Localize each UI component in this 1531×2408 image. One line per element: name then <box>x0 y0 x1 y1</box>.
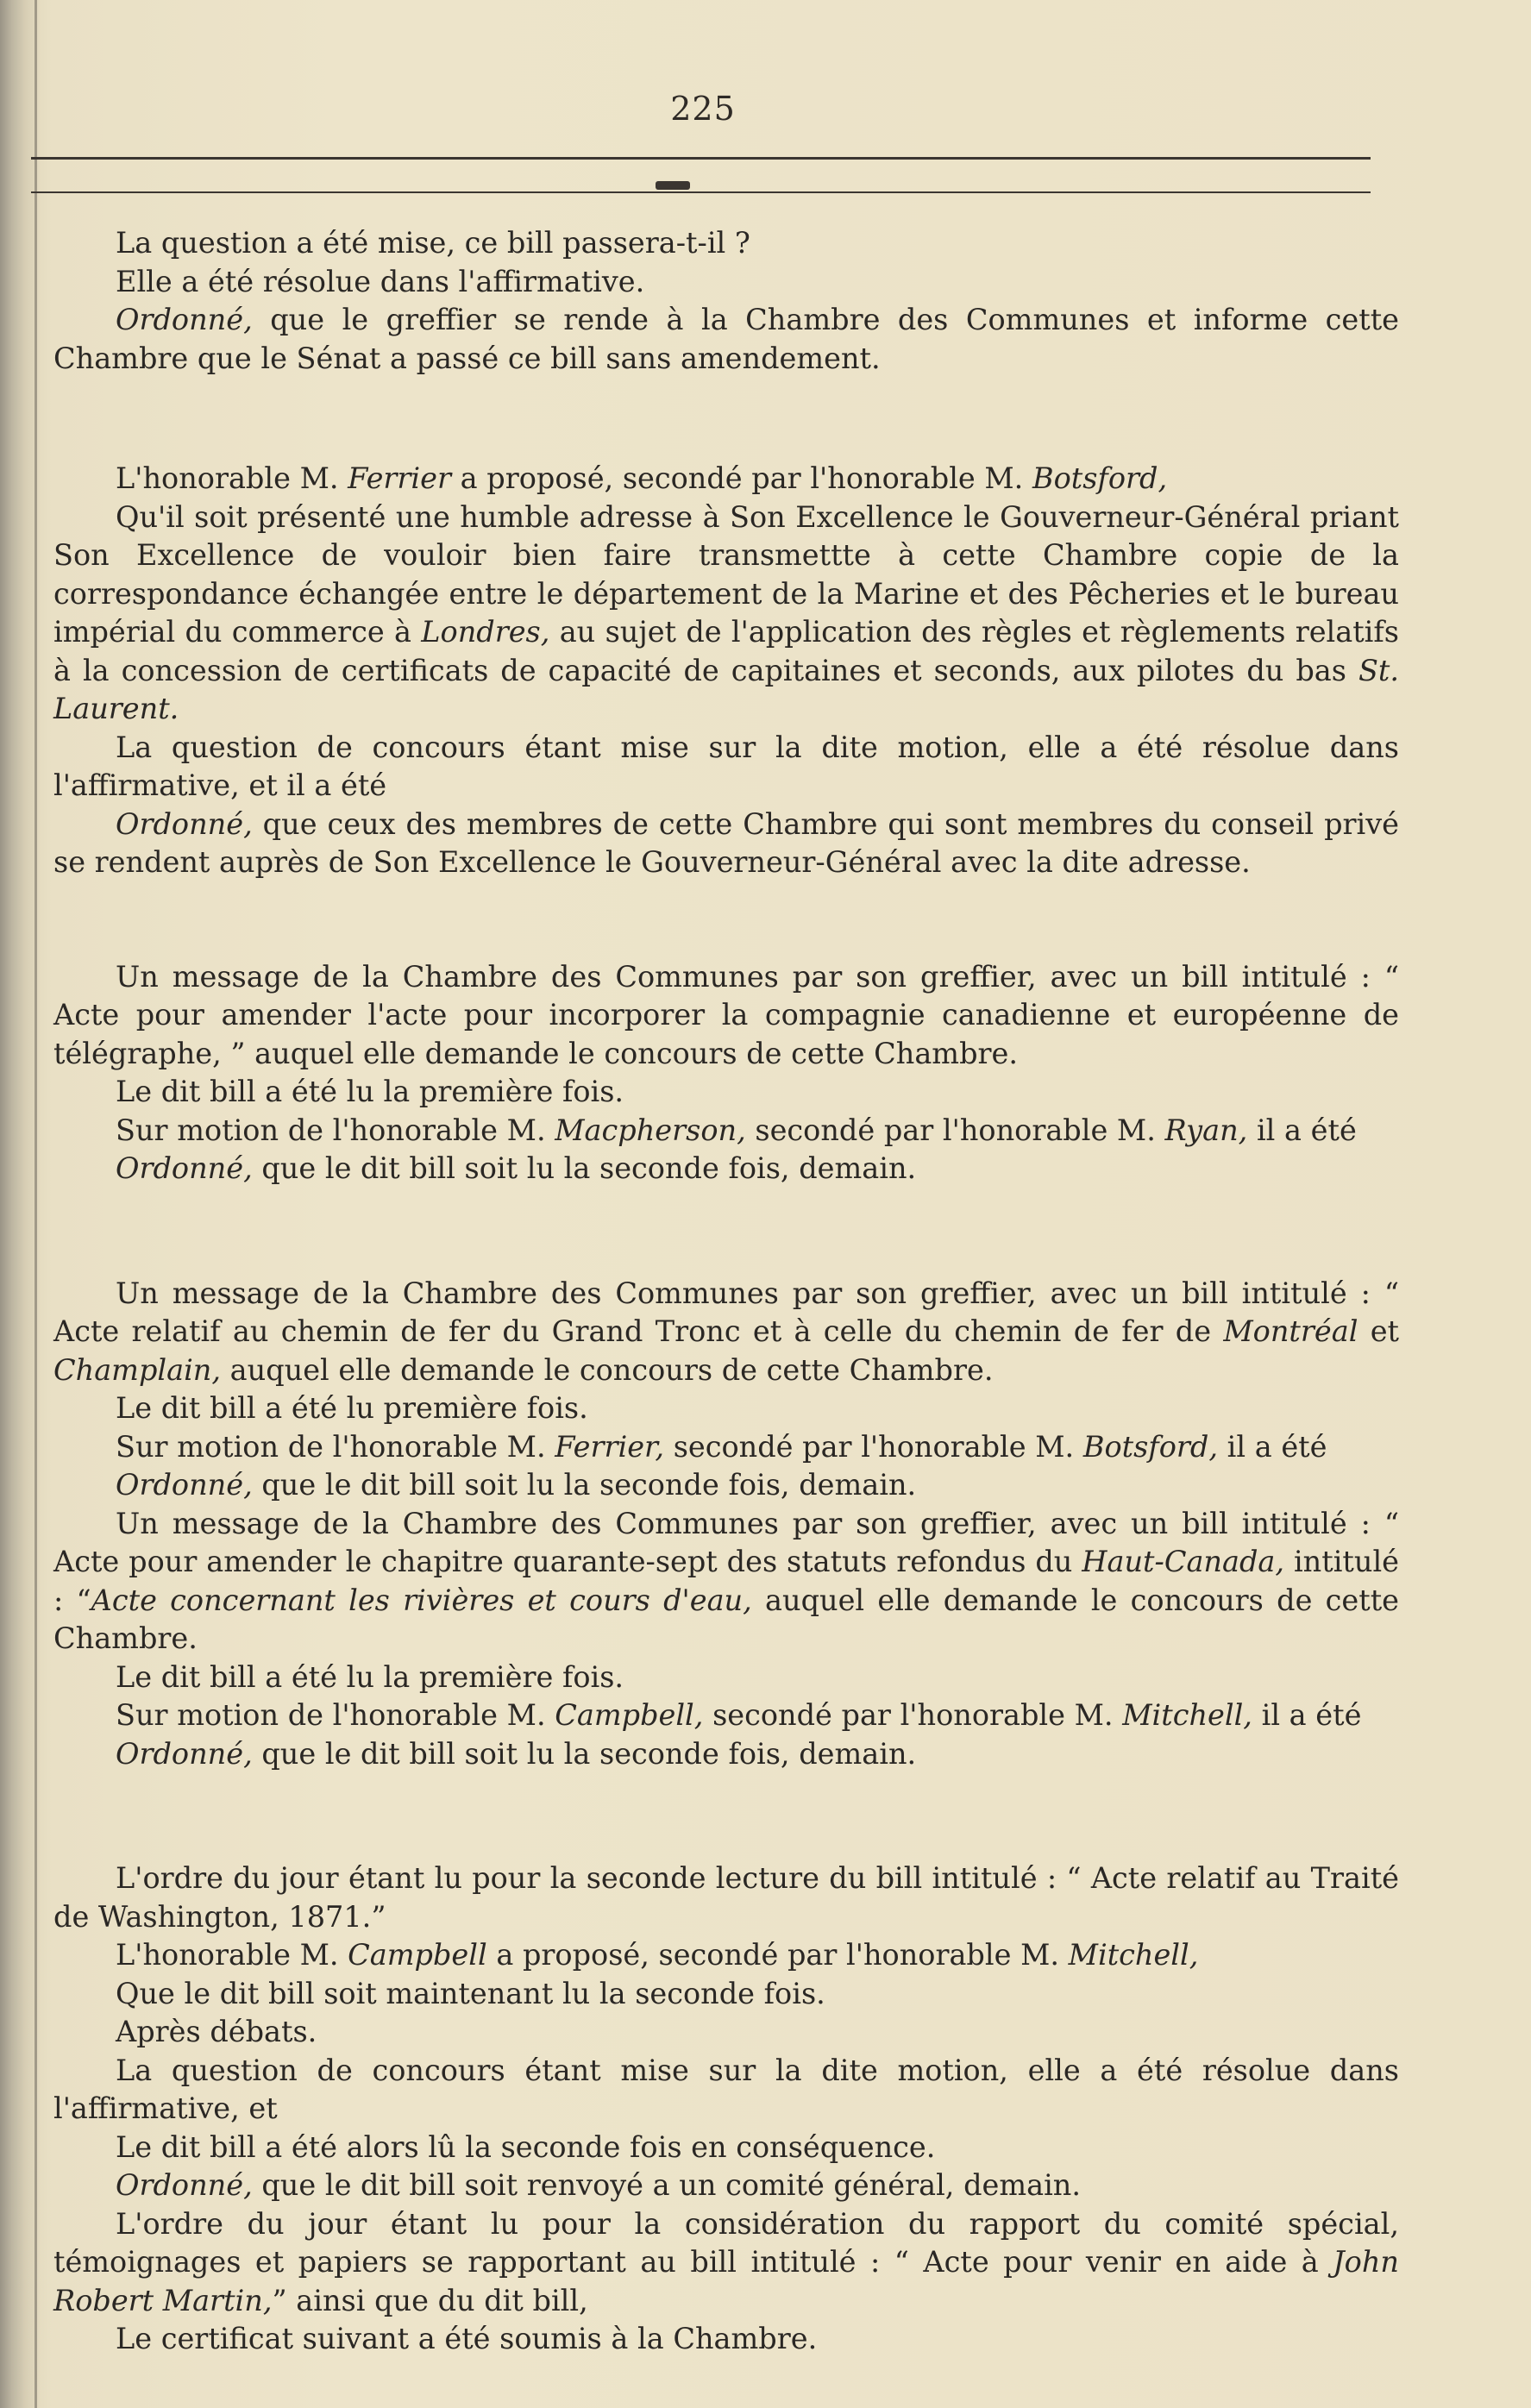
binding-line <box>35 0 37 2408</box>
paragraph: L'ordre du jour étant lu pour la considération du rapport du comité spécial, témoignages et papiers se rapportant au bill intitulé : “ Acte pour venir en aide à John Robert Martin,” ainsi que du dit bill, <box>53 2206 1399 2317</box>
paragraph: Sur motion de l'honorable M. Ferrier, secondé par l'honorable M. Botsford, il a été <box>116 1429 1327 1464</box>
paragraph: Qu'il soit présenté une humble adresse à Son Excellence le Gouverneur-Général priant Son Excellence de vouloir bien faire transmettte à cette Chambre copie de la correspondance échangée entre le département de la Marine et des Pêcheries et le bureau impérial du commerce à Londres, au sujet de l'application des règles et règlements relatifs à la concession de certificats de capacité de capitaines et seconds, aux pilotes du bas St. Laurent. <box>53 499 1399 725</box>
section-gap <box>53 378 1399 460</box>
paragraph: Elle a été résolue dans l'affirmative. <box>116 264 645 298</box>
section-gap <box>53 1188 1399 1275</box>
paragraph: Un message de la Chambre des Communes par son greffier, avec un bill intitulé : “ Acte pour amender l'acte pour incorporer la compagnie canadienne et européenne de télégraphe, ” auquel elle demande le concours de cette Chambre. <box>53 959 1399 1070</box>
paragraph: Le dit bill a été alors lû la seconde fois en conséquence. <box>116 2129 936 2164</box>
paragraph: Ordonné, que le dit bill soit lu la seconde fois, demain. <box>116 1736 917 1771</box>
paragraph: La question de concours étant mise sur la dite motion, elle a été résolue dans l'affirmative, et il a été <box>53 730 1399 802</box>
header-rule-top <box>31 157 1371 160</box>
page-number: 225 <box>670 90 736 128</box>
paragraph: Le dit bill a été lu la première fois. <box>116 1075 624 1108</box>
paragraph: L'ordre du jour étant lu pour la seconde lecture du bill intitulé : “ Acte relatif au Traité de Washington, 1871.” <box>53 1861 1399 1934</box>
paragraph: La question de concours étant mise sur la dite motion, elle a été résolue dans l'affirmative, et <box>53 2053 1399 2125</box>
paragraph: Sur motion de l'honorable M. Macpherson, secondé par l'honorable M. Ryan, il a été <box>116 1113 1357 1147</box>
paragraph: L'honorable M. Campbell a proposé, secondé par l'honorable M. Mitchell, <box>116 1938 1199 1972</box>
paragraph: Le certificat suivant a été soumis à la Chambre. <box>116 2322 818 2355</box>
paragraph: Ordonné, que le greffier se rende à la Chambre des Communes et informe cette Chambre que le Sénat a passé ce bill sans amendement. <box>53 303 1399 375</box>
paragraph: Le dit bill a été lu la première fois. <box>116 1659 624 1694</box>
paragraph: Un message de la Chambre des Communes par son greffier, avec un bill intitulé : “ Acte pour amender le chapitre quarante-sept des statuts refondus du Haut-Canada, intitulé : “Acte concernant les rivières et cours d'eau, auquel elle demande le concours de cette Chambre. <box>53 1506 1399 1655</box>
section-gap <box>53 1773 1399 1859</box>
body-text <box>53 224 1399 2359</box>
paragraph: Ordonné, que le dit bill soit lu la seconde fois, demain. <box>116 1151 917 1185</box>
paragraph: L'honorable M. Ferrier a proposé, secondé par l'honorable M. Botsford, <box>116 461 1168 495</box>
paragraph: La question a été mise, ce bill passera-t-il ? <box>116 226 750 260</box>
section-gap <box>53 882 1399 958</box>
paragraph: Ordonné, que ceux des membres de cette Chambre qui sont membres du conseil privé se rendent auprès de Son Excellence le Gouverneur-Général avec la dite adresse. <box>53 806 1399 879</box>
paragraph: Un message de la Chambre des Communes par son greffier, avec un bill intitulé : “ Acte relatif au chemin de fer du Grand Tronc et à celle du chemin de fer de Montréal et Champlain, auquel elle demande le concours de cette Chambre. <box>53 1276 1400 1387</box>
paragraph: Que le dit bill soit maintenant lu la seconde fois. <box>116 1976 825 2010</box>
paragraph: Ordonné, que le dit bill soit lu la seconde fois, demain. <box>116 1468 917 1502</box>
header-rule-ornament <box>656 181 690 190</box>
header-rule-bottom <box>31 191 1371 193</box>
paragraph: Après débats. <box>116 2015 317 2048</box>
paragraph: Sur motion de l'honorable M. Campbell, secondé par l'honorable M. Mitchell, il a été <box>116 1698 1362 1732</box>
paragraph: Le dit bill a été lu première fois. <box>116 1391 588 1425</box>
paragraph: Ordonné, que le dit bill soit renvoyé a un comité général, demain. <box>116 2168 1082 2202</box>
